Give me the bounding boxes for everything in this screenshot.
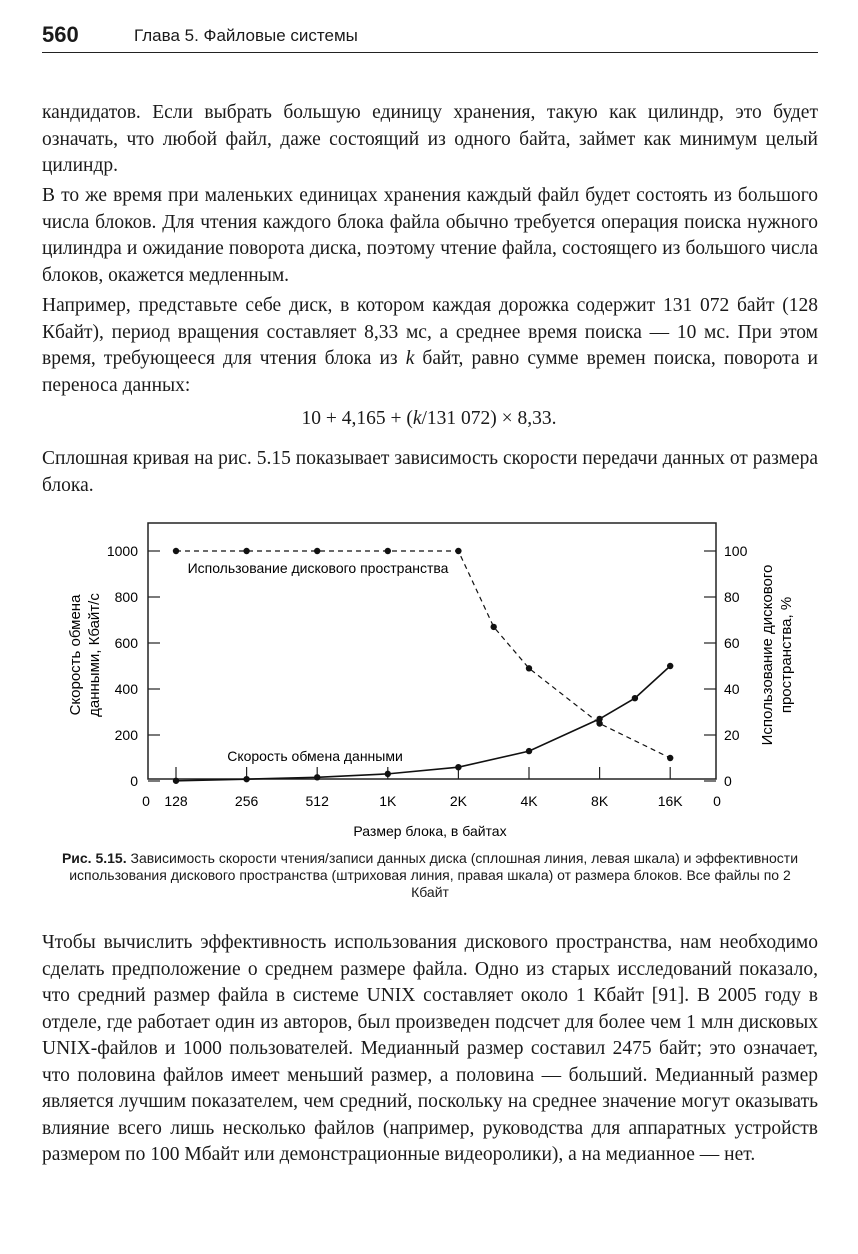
disk-usage-point bbox=[526, 665, 532, 671]
annotation-transfer-rate: Скорость обмена данными bbox=[227, 748, 403, 764]
paragraph-3 bbox=[42, 293, 818, 399]
paragraph-4: Сплошная кривая на рис. 5.15 показывает зависимость скорости передачи данных от размера блока. bbox=[42, 448, 818, 496]
page-header bbox=[42, 22, 818, 53]
disk-usage-point bbox=[385, 548, 391, 554]
x-axis-left-end-label: 0 bbox=[142, 793, 150, 809]
transfer-rate-point bbox=[173, 778, 179, 784]
x-tick-label: 1K bbox=[379, 793, 397, 809]
right-tick-label: 20 bbox=[724, 727, 740, 743]
disk-usage-point bbox=[667, 755, 673, 761]
right-tick-label: 40 bbox=[724, 681, 740, 697]
left-tick-label: 600 bbox=[114, 635, 138, 651]
figure-caption bbox=[50, 850, 810, 901]
chapter-title: Глава 5. Файловые системы bbox=[134, 26, 358, 45]
transfer-rate-point bbox=[632, 695, 638, 701]
x-tick-label: 128 bbox=[164, 793, 188, 809]
x-axis-right-end-label: 0 bbox=[713, 793, 721, 809]
x-tick-label: 4K bbox=[520, 793, 538, 809]
left-tick-label: 400 bbox=[114, 681, 138, 697]
right-axis-ticks bbox=[704, 543, 748, 789]
paragraph-3-part-b: байт, равно сумме времен поиска, поворота и переноса данных: bbox=[42, 348, 818, 396]
transfer-rate-point bbox=[455, 764, 461, 770]
caption-label: Рис. 5.15. bbox=[61, 850, 127, 866]
x-tick-label: 512 bbox=[305, 793, 329, 809]
transfer-rate-point bbox=[667, 663, 673, 669]
left-tick-label: 0 bbox=[130, 773, 138, 789]
disk-usage-point bbox=[596, 720, 602, 726]
annotation-disk-usage: Использование дискового пространства bbox=[187, 560, 449, 576]
page-number: 560 bbox=[42, 22, 79, 47]
disk-usage-point bbox=[455, 548, 461, 554]
transfer-rate-point bbox=[314, 774, 320, 780]
left-axis-label-text: Скорость обмена данными, Кбайт/с bbox=[67, 593, 103, 717]
right-tick-label: 100 bbox=[724, 543, 748, 559]
right-tick-label: 0 bbox=[724, 773, 732, 789]
left-tick-label: 800 bbox=[114, 589, 138, 605]
formula bbox=[0, 408, 858, 430]
left-tick-label: 1000 bbox=[106, 543, 138, 559]
disk-usage-point bbox=[243, 548, 249, 554]
right-tick-label: 80 bbox=[724, 589, 740, 605]
x-tick-label: 256 bbox=[234, 793, 259, 809]
paragraph-3-part-a: Например, представьте себе диск, в котором каждая дорожка содержит 131 072 байт (128 Кбайт), период вращения составляет 8,33 мс, а среднее время поиска — 10 мс. При этом время, требующееся для чтения блока из bbox=[42, 295, 818, 369]
disk-usage-point bbox=[314, 548, 320, 554]
transfer-rate-point bbox=[385, 771, 391, 777]
disk-usage-point bbox=[490, 624, 496, 630]
x-tick-label: 2K bbox=[449, 793, 467, 809]
disk-usage-point bbox=[173, 548, 179, 554]
variable-k: k bbox=[405, 348, 415, 369]
paragraph-5: Чтобы вычислить эффективность использования дискового пространства, нам необходимо сделать предположение о среднем размере файла. Одно из старых исследований показало, что средний размер файла в системе UNIX составляет около 1 Кбайт [91]. В 2005 году в отделе, где работает один из авторов, был произведен подсчет для более чем 1 млн дисковых UNIX-файлов и 1000 пользователей. Медианный размер составил 2475 байт; это означает, что половина файлов имеет меньший размер, а половина — больший. Медианный размер является лучшим показателем, чем средний, поскольку на среднее значение могут оказывать влияние всего лишь несколько файлов (например, руководства для аппаратных устройств размером по 100 Мбайт или демонстрационные видеоролики), а на медианное — нет. bbox=[42, 932, 818, 1165]
left-axis-label bbox=[67, 593, 103, 717]
formula-k: k bbox=[412, 408, 422, 429]
x-axis-ticks bbox=[164, 767, 683, 809]
paragraph-1: кандидатов. Если выбрать большую единицу хранения, такую как цилиндр, это будет означать, что любой файл, даже состоящий из одного байта, займет как минимум целый цилиндр. bbox=[42, 102, 818, 176]
transfer-rate-point bbox=[243, 776, 249, 782]
left-tick-label: 200 bbox=[114, 727, 138, 743]
formula-part-2: /131 072) × 8,33. bbox=[421, 408, 557, 429]
left-axis-ticks bbox=[107, 543, 160, 789]
right-tick-label: 60 bbox=[724, 635, 740, 651]
right-axis-label-text: Использование дискового пространства, % bbox=[759, 564, 795, 746]
caption-text: Зависимость скорости чтения/записи данных диска (сплошная линия, левая шкала) и эффективности использования дискового пространства (штриховая линия, правая шкала) от размера блоков. Все файлы по 2 Кбайт bbox=[69, 850, 799, 900]
x-tick-label: 16K bbox=[657, 793, 683, 809]
x-tick-label: 8K bbox=[591, 793, 609, 809]
paragraph-2: В то же время при маленьких единицах хранения каждый файл будет состоять из большого числа блоков. Для чтения каждого блока файла обычно требуется операция поиска нужного цилиндра и ожидание поворота диска, поэтому чтение файла, состоящего из большого числа блоков, окажется медленным. bbox=[42, 185, 818, 286]
series-points-disk-usage bbox=[173, 548, 674, 761]
transfer-rate-point bbox=[526, 748, 532, 754]
formula-part-1: 10 + 4,165 + ( bbox=[301, 408, 413, 429]
figure-chart bbox=[0, 505, 858, 845]
x-axis-label: Размер блока, в байтах bbox=[353, 823, 507, 839]
series-line-disk-usage bbox=[176, 551, 670, 758]
right-axis-label bbox=[759, 565, 795, 746]
